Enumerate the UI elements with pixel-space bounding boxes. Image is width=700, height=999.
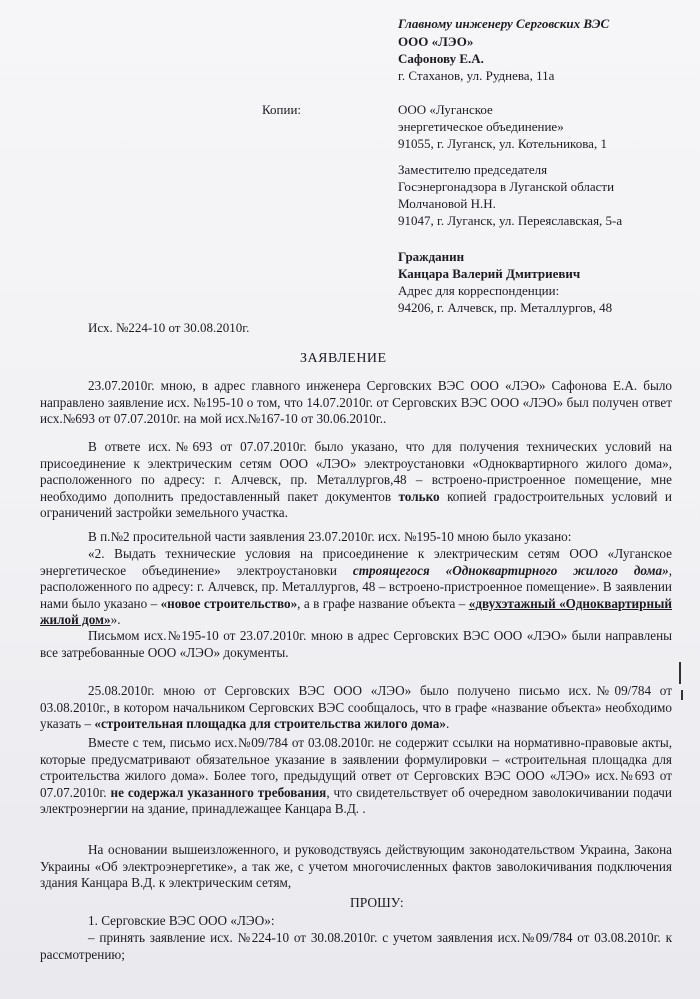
copy-2-line-3: Молчановой Н.Н. (398, 196, 496, 211)
sender-name: Канцара Валерий Дмитриевич (398, 266, 581, 281)
paragraph-4-quote: «2. Выдать технические условия на присоединение к электрическим сетям ООО «Луганское энергетическое объединение» электроустановки строящегося «Одноквартирного жилого дома», расположенного по адресу: г. Алчевск, пр. Металлургов, 48 – встроено-пристроенное помещение». В заявлении нами было указано – «новое строительство», а в графе название объекта – «двухэтажный «Одноквартирный жилой дом»». (40, 546, 673, 628)
document-title: ЗАЯВЛЕНИЕ (300, 351, 387, 366)
copy-1-line-2: энергетическое объединение» (398, 119, 564, 134)
paragraph-7: Вместе с тем, письмо исх.№09/784 от 03.08.2010г. не содержит ссылки на нормативно-правовые акты, которые предусматривают обязательное указание в заявлении формулировки – «строительная площадка для строительства жилого дома». Более того, предыдущий ответ от Серговских ВЭС ООО «ЛЭО» исх.№693 от 07.07.2010г. не содержал указанного требования, что свидетельствует об очередном заволокичивании подачи электроэнергии на здание, принадлежащее Канцара В.Д. . (40, 735, 672, 817)
sender-address: 94206, г. Алчевск, пр. Металлургов, 48 (398, 300, 613, 315)
sender-line-1: Гражданин (398, 249, 465, 264)
outgoing-reference: Исх. №224-10 от 30.08.2010г. (88, 320, 250, 335)
copies-label: Копии: (262, 102, 302, 117)
copy-2-line-4: 91047, г. Луганск, ул. Переяславская, 5-а (398, 213, 623, 228)
copy-2-line-2: Госэнергонадзора в Луганской области (398, 179, 615, 194)
paragraph-6: 25.08.2010г. мною от Серговских ВЭС ООО «ЛЭО» было получено письмо исх.№09/784 от 03.08.2010г., в котором начальником Серговских ВЭС сообщалось, что в графе «название объекта» необходимо указать – «строительная площадка для строительства жилого дома». (40, 683, 672, 732)
paragraph-2: В ответе исх.№693 от 07.07.2010г. было указано, что для получения технических условий на присоединение к электрическим сетям ООО «ЛЭО» электроустановки «Одноквартирного жилого дома», расположенного по адресу: г. Алчевск, пр. Металлургов,48 – встроено-пристроенное помещение, мне необходимо дополнить предоставленный пакет документов только копией градостроительных условий и ограничений застройки земельного участка. (40, 439, 672, 521)
sender-line-3: Адрес для корреспонденции: (398, 283, 560, 298)
request-item-1-detail: – принять заявление исх. №224-10 от 30.08.2010г. с учетом заявления исх.№09/784 от 03.08.2010г. к рассмотрению; (40, 930, 672, 962)
scan-margin-mark (679, 662, 681, 684)
paragraph-1: 23.07.2010г. мною, в адрес главного инженера Серговских ВЭС ООО «ЛЭО» Сафонова Е.А. было направлено заявление исх. №195-10 о том, что 14.07.2010г. от Серговских ВЭС ООО «ЛЭО» был получен ответ исх.№693 от 07.07.2010г. на мой исх.№167-10 от 30.06.2010г.. (40, 378, 672, 427)
paragraph-5: Письмом исх.№195-10 от 23.07.2010г. мною в адрес Серговских ВЭС ООО «ЛЭО» были направлены все затребованные ООО «ЛЭО» документы. (40, 628, 672, 660)
copy-1-line-3: 91055, г. Луганск, ул. Котельникова, 1 (398, 136, 607, 151)
request-heading: ПРОШУ: (350, 895, 404, 910)
paragraph-8: На основании вышеизложенного, и руководствуясь действующим законодательством Украина, Закона Украины «Об электроэнергетике», а так же, с учетом многочисленных фактов заволокичивания подключения здания Канцара В.Д. к электрическим сетям, (40, 842, 672, 891)
addressee-line-1: Главному инженеру Серговских ВЭС (398, 16, 610, 31)
request-item-1: 1. Серговские ВЭС ООО «ЛЭО»: (88, 913, 275, 928)
scan-margin-mark (681, 690, 683, 700)
addressee-line-4: г. Стаханов, ул. Руднева, 11а (398, 68, 555, 83)
addressee-line-3: Сафонову Е.А. (398, 51, 484, 66)
addressee-line-2: ООО «ЛЭО» (398, 34, 474, 49)
paragraph-3: В п.№2 просительной части заявления 23.07.2010г. исх. №195-10 мною было указано: (88, 529, 572, 544)
copy-2-line-1: Заместителю председателя (398, 162, 548, 177)
copy-1-line-1: ООО «Луганское (398, 102, 493, 117)
